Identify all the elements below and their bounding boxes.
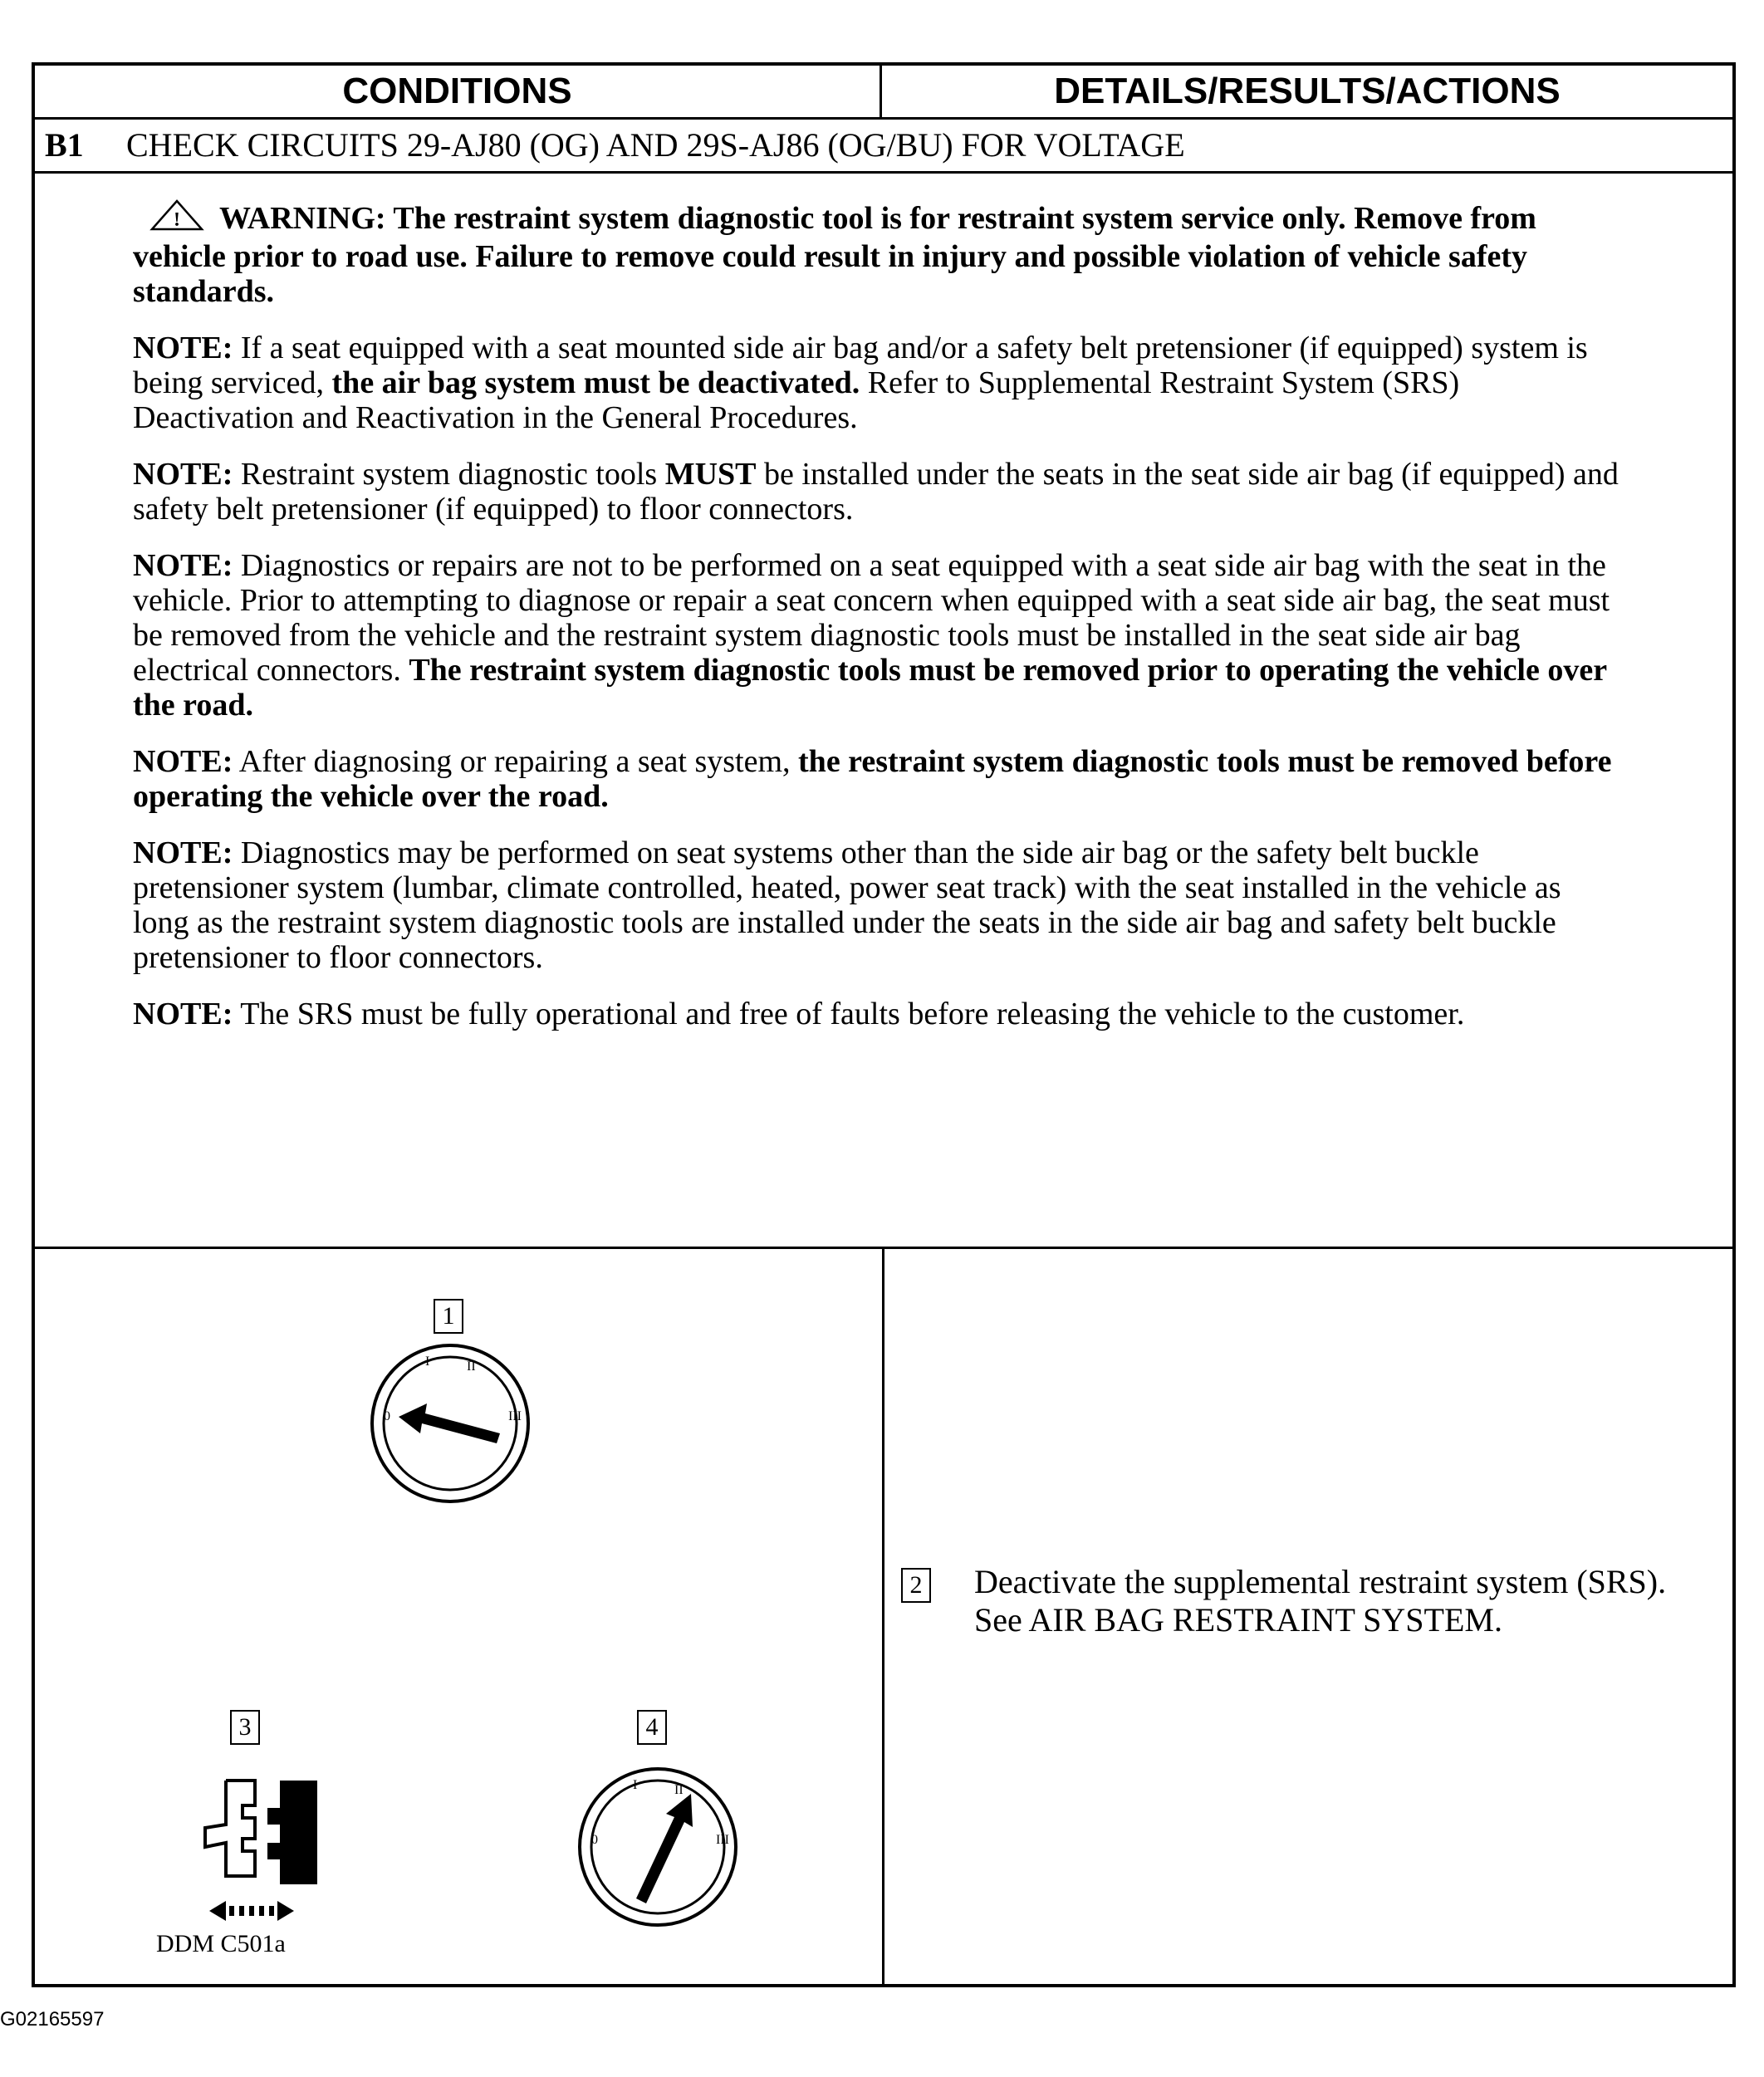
ignition-mark: III: [508, 1409, 522, 1423]
callout-1: 1: [434, 1299, 463, 1334]
ignition-mark: II: [674, 1783, 684, 1797]
warning-icon: [149, 198, 204, 239]
note-label: NOTE:: [133, 997, 233, 1031]
ignition-mark: III: [716, 1833, 729, 1847]
ignition-mark: 0: [591, 1833, 598, 1847]
action-text: Deactivate the supplemental restraint system (SRS). See AIR BAG RESTRAINT SYSTEM.: [974, 1563, 1667, 1639]
ignition-mark: I: [425, 1354, 430, 1369]
illustration-caption: DDM C501a: [156, 1930, 286, 1957]
note-label: NOTE:: [133, 548, 233, 583]
note-text: After diagnosing or repairing a seat system,: [238, 744, 791, 779]
warning-text: The restraint system diagnostic tool is for restraint system service only. Remove from vehicle prior to road use. Failure to remove could result in injury and possible violation of vehicle safety standards.: [133, 201, 1536, 309]
step-divider: [35, 171, 1732, 174]
callout-2: 2: [901, 1568, 931, 1603]
note-text: Diagnostics may be performed on seat systems other than the side air bag or the safety belt buckle pretensioner system (lumbar, climate controlled, heated, power seat track) with the seat installed in the vehicle as long as the restraint system diagnostic tools are installed under the seats in the side air bag and safety belt buckle pretensioner to floor connectors.: [133, 835, 1561, 975]
callout-4: 4: [637, 1710, 667, 1745]
note-text: If a seat equipped with a seat mounted side air bag and/or a safety belt pretensioner (if equipped) system is being serviced,: [133, 331, 1588, 400]
action-panel: [884, 1249, 1732, 1987]
illustration-panel: [35, 1249, 882, 1987]
note-paragraph: [133, 835, 1619, 975]
note-text: Restraint system diagnostic tools: [240, 457, 658, 492]
svg-text:!: !: [174, 209, 180, 231]
conditions-header: CONDITIONS: [35, 66, 882, 117]
details-header: DETAILS/RESULTS/ACTIONS: [1054, 71, 1561, 111]
step-row: [35, 120, 1732, 171]
note-emphasis: The restraint system diagnostic tools must be removed prior to operating the vehicle over the road.: [133, 653, 1607, 723]
warning-paragraph: [133, 198, 1619, 309]
ignition-mark: 0: [384, 1409, 390, 1423]
note-label: NOTE:: [133, 331, 233, 365]
note-paragraph: [133, 997, 1619, 1031]
note-text: be installed under the seats in the seat side air bag (if equipped) and safety belt pretensioner (if equipped) to floor connectors.: [133, 457, 1619, 527]
ignition-mark: I: [633, 1778, 638, 1792]
ignition-run-icon: [575, 1764, 741, 1930]
note-paragraph: [133, 331, 1619, 435]
note-paragraph: [133, 457, 1619, 527]
callout-3: 3: [230, 1710, 260, 1745]
step-title: CHECK CIRCUITS 29-AJ80 (OG) AND 29S-AJ86 (OG/BU) FOR VOLTAGE: [126, 126, 1185, 164]
ignition-mark: II: [467, 1359, 476, 1374]
note-paragraph: [133, 744, 1619, 814]
note-text: The SRS must be fully operational and free of faults before releasing the vehicle to the customer.: [240, 997, 1465, 1031]
procedure-table: [32, 62, 1736, 1987]
step-id: B1: [45, 126, 84, 164]
note-emphasis: the restraint system diagnostic tools must be removed before operating the vehicle over the road.: [133, 744, 1612, 814]
note-label: NOTE:: [133, 835, 233, 870]
note-label: NOTE:: [133, 744, 233, 779]
note-label: NOTE:: [133, 457, 233, 492]
note-emphasis: MUST: [664, 457, 757, 492]
note-paragraph: [133, 548, 1619, 723]
figure-id: G02165597: [0, 2008, 105, 2030]
warning-label: WARNING:: [219, 201, 386, 236]
connector-disconnect-icon: [159, 1768, 359, 1926]
ignition-off-icon: [367, 1340, 533, 1506]
note-text: Diagnostics or repairs are not to be performed on a seat equipped with a seat side air bag with the seat in the vehicle. Prior to attempting to diagnose or repair a seat concern when equipped with a seat side air bag, the seat must be removed from the vehicle and the restraint system diagnostic tools must be installed in the seat side air bag electrical connectors.: [133, 548, 1610, 688]
note-text: Refer to Supplemental Restraint System (SRS) Deactivation and Reactivation in the General Procedures.: [133, 365, 1460, 435]
notes-block: [133, 198, 1619, 1053]
note-emphasis: the air bag system must be deactivated.: [331, 365, 860, 400]
